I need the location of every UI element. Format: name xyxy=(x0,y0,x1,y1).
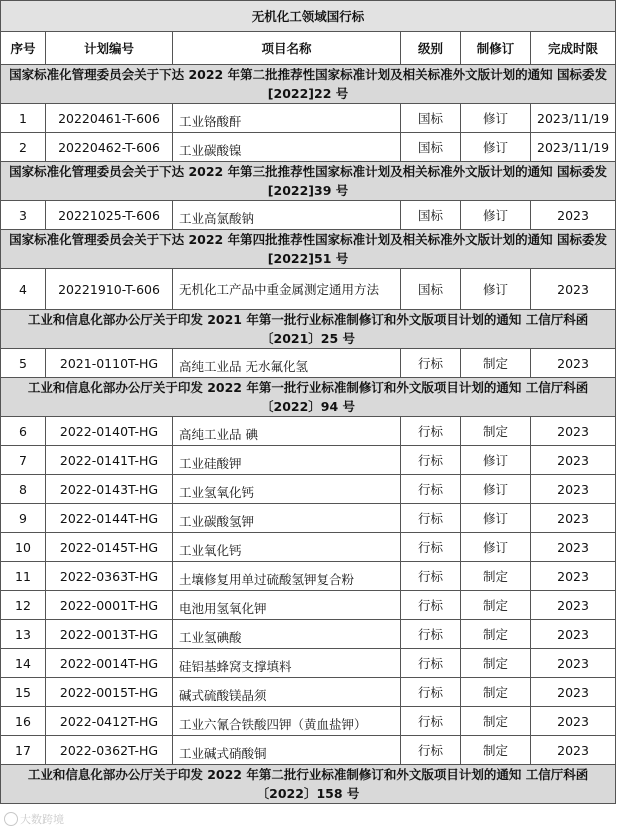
cell-deadline: 2023/11/19 xyxy=(531,133,616,162)
cell-code: 2022-0014T-HG xyxy=(46,649,173,678)
cell-name: 碱式硫酸镁晶须 xyxy=(173,678,401,707)
cell-type: 修订 xyxy=(461,533,531,562)
cell-deadline: 2023 xyxy=(531,475,616,504)
table-row xyxy=(1,201,616,230)
header-name: 项目名称 xyxy=(173,32,401,65)
cell-code: 2022-0001T-HG xyxy=(46,591,173,620)
cell-code: 20221910-T-606 xyxy=(46,269,173,310)
table-row xyxy=(1,678,616,707)
cell-name: 硅铝基蜂窝支撑填料 xyxy=(173,649,401,678)
cell-level: 行标 xyxy=(401,591,461,620)
cell-name: 工业氧化钙 xyxy=(173,533,401,562)
cell-name: 电池用氢氧化钾 xyxy=(173,591,401,620)
cell-code: 2022-0141T-HG xyxy=(46,446,173,475)
cell-type: 制定 xyxy=(461,736,531,765)
cell-name: 工业硅酸钾 xyxy=(173,446,401,475)
table-row xyxy=(1,349,616,378)
section-heading: 国家标准化管理委员会关于下达 2022 年第三批推荐性国家标准计划及相关标准外文版计划的通知 国标委发[2022]39 号 xyxy=(1,162,616,201)
cell-name: 无机化工产品中重金属测定通用方法 xyxy=(173,269,401,310)
cell-type: 制定 xyxy=(461,620,531,649)
cell-type: 制定 xyxy=(461,562,531,591)
cell-no: 15 xyxy=(1,678,46,707)
cell-deadline: 2023 xyxy=(531,562,616,591)
cell-no: 9 xyxy=(1,504,46,533)
table-row xyxy=(1,417,616,446)
table-row xyxy=(1,562,616,591)
table-row xyxy=(1,591,616,620)
cell-deadline: 2023 xyxy=(531,417,616,446)
cell-level: 行标 xyxy=(401,446,461,475)
cell-deadline: 2023 xyxy=(531,201,616,230)
section-heading-row xyxy=(1,765,616,804)
cell-no: 11 xyxy=(1,562,46,591)
section-heading: 工业和信息化部办公厅关于印发 2022 年第一批行业标准制修订和外文版项目计划的通知 工信厅科函〔2022〕94 号 xyxy=(1,378,616,417)
cell-type: 修订 xyxy=(461,133,531,162)
cell-no: 3 xyxy=(1,201,46,230)
cell-type: 修订 xyxy=(461,104,531,133)
section-heading: 工业和信息化部办公厅关于印发 2022 年第二批行业标准制修订和外文版项目计划的通知 工信厅科函〔2022〕158 号 xyxy=(1,765,616,804)
table-title: 无机化工领域国行标 xyxy=(1,1,616,32)
cell-type: 制定 xyxy=(461,417,531,446)
watermark-logo-icon xyxy=(4,812,18,826)
cell-no: 5 xyxy=(1,349,46,378)
cell-name: 工业碳酸镍 xyxy=(173,133,401,162)
section-heading-row xyxy=(1,378,616,417)
cell-name: 工业铬酸酐 xyxy=(173,104,401,133)
cell-name: 土壤修复用单过硫酸氢钾复合粉 xyxy=(173,562,401,591)
cell-no: 7 xyxy=(1,446,46,475)
cell-deadline: 2023 xyxy=(531,649,616,678)
table-row xyxy=(1,104,616,133)
cell-name: 工业氢碘酸 xyxy=(173,620,401,649)
cell-level: 国标 xyxy=(401,269,461,310)
cell-level: 行标 xyxy=(401,504,461,533)
cell-type: 修订 xyxy=(461,446,531,475)
cell-level: 行标 xyxy=(401,562,461,591)
header-code: 计划编号 xyxy=(46,32,173,65)
header-level: 级别 xyxy=(401,32,461,65)
cell-deadline: 2023 xyxy=(531,678,616,707)
cell-name: 工业高氯酸钠 xyxy=(173,201,401,230)
cell-level: 行标 xyxy=(401,533,461,562)
section-heading: 国家标准化管理委员会关于下达 2022 年第四批推荐性国家标准计划及相关标准外文版计划的通知 国标委发[2022]51 号 xyxy=(1,230,616,269)
cell-code: 2022-0362T-HG xyxy=(46,736,173,765)
cell-name: 工业六氰合铁酸四钾（黄血盐钾） xyxy=(173,707,401,736)
cell-code: 20220461-T-606 xyxy=(46,104,173,133)
section-heading-row xyxy=(1,310,616,349)
table-row xyxy=(1,446,616,475)
cell-name: 高纯工业品 无水氟化氢 xyxy=(173,349,401,378)
cell-code: 2022-0140T-HG xyxy=(46,417,173,446)
table-row xyxy=(1,649,616,678)
cell-code: 2022-0412T-HG xyxy=(46,707,173,736)
section-heading-row xyxy=(1,162,616,201)
cell-level: 国标 xyxy=(401,104,461,133)
cell-no: 4 xyxy=(1,269,46,310)
cell-no: 13 xyxy=(1,620,46,649)
watermark xyxy=(4,811,64,827)
section-heading: 工业和信息化部办公厅关于印发 2021 年第一批行业标准制修订和外文版项目计划的通知 工信厅科函〔2021〕25 号 xyxy=(1,310,616,349)
section-heading: 国家标准化管理委员会关于下达 2022 年第二批推荐性国家标准计划及相关标准外文版计划的通知 国标委发[2022]22 号 xyxy=(1,65,616,104)
cell-name: 工业碱式硝酸铜 xyxy=(173,736,401,765)
cell-level: 行标 xyxy=(401,620,461,649)
cell-no: 8 xyxy=(1,475,46,504)
cell-type: 制定 xyxy=(461,591,531,620)
cell-code: 2022-0015T-HG xyxy=(46,678,173,707)
cell-type: 制定 xyxy=(461,349,531,378)
cell-deadline: 2023 xyxy=(531,707,616,736)
table-row xyxy=(1,133,616,162)
cell-deadline: 2023 xyxy=(531,533,616,562)
cell-deadline: 2023 xyxy=(531,736,616,765)
cell-level: 行标 xyxy=(401,736,461,765)
cell-type: 修订 xyxy=(461,269,531,310)
cell-name: 工业碳酸氢钾 xyxy=(173,504,401,533)
cell-level: 行标 xyxy=(401,417,461,446)
cell-code: 2021-0110T-HG xyxy=(46,349,173,378)
header-no: 序号 xyxy=(1,32,46,65)
cell-code: 2022-0143T-HG xyxy=(46,475,173,504)
header-row xyxy=(1,32,616,65)
header-type: 制修订 xyxy=(461,32,531,65)
cell-no: 17 xyxy=(1,736,46,765)
cell-deadline: 2023 xyxy=(531,446,616,475)
cell-no: 12 xyxy=(1,591,46,620)
cell-deadline: 2023 xyxy=(531,269,616,310)
cell-code: 20221025-T-606 xyxy=(46,201,173,230)
cell-no: 2 xyxy=(1,133,46,162)
table-row xyxy=(1,533,616,562)
cell-name: 工业氢氧化钙 xyxy=(173,475,401,504)
cell-type: 修订 xyxy=(461,201,531,230)
table-row xyxy=(1,504,616,533)
cell-level: 行标 xyxy=(401,475,461,504)
cell-deadline: 2023 xyxy=(531,349,616,378)
cell-deadline: 2023 xyxy=(531,591,616,620)
cell-no: 10 xyxy=(1,533,46,562)
table-row xyxy=(1,269,616,310)
cell-type: 修订 xyxy=(461,475,531,504)
cell-deadline: 2023 xyxy=(531,620,616,649)
cell-level: 行标 xyxy=(401,349,461,378)
table-row xyxy=(1,707,616,736)
cell-no: 6 xyxy=(1,417,46,446)
section-heading-row xyxy=(1,65,616,104)
cell-no: 14 xyxy=(1,649,46,678)
section-heading-row xyxy=(1,230,616,269)
cell-code: 2022-0363T-HG xyxy=(46,562,173,591)
cell-deadline: 2023/11/19 xyxy=(531,104,616,133)
table-row xyxy=(1,736,616,765)
cell-type: 制定 xyxy=(461,678,531,707)
cell-level: 行标 xyxy=(401,707,461,736)
cell-code: 2022-0144T-HG xyxy=(46,504,173,533)
table-row xyxy=(1,475,616,504)
table-title-row xyxy=(1,1,616,32)
cell-type: 制定 xyxy=(461,649,531,678)
cell-code: 20220462-T-606 xyxy=(46,133,173,162)
cell-name: 高纯工业品 碘 xyxy=(173,417,401,446)
cell-code: 2022-0145T-HG xyxy=(46,533,173,562)
cell-type: 修订 xyxy=(461,504,531,533)
header-deadline: 完成时限 xyxy=(531,32,616,65)
cell-type: 制定 xyxy=(461,707,531,736)
cell-level: 行标 xyxy=(401,649,461,678)
cell-code: 2022-0013T-HG xyxy=(46,620,173,649)
cell-level: 国标 xyxy=(401,201,461,230)
cell-no: 1 xyxy=(1,104,46,133)
cell-no: 16 xyxy=(1,707,46,736)
watermark-text: 大数跨境 xyxy=(20,813,64,826)
table-row xyxy=(1,620,616,649)
cell-level: 行标 xyxy=(401,678,461,707)
cell-deadline: 2023 xyxy=(531,504,616,533)
cell-level: 国标 xyxy=(401,133,461,162)
